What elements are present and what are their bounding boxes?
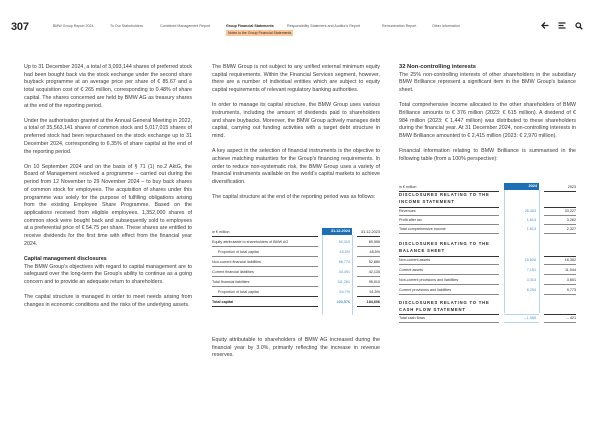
- paragraph-financial-instruments: A key aspect in the selection of financial instruments is the objective to achieve matching maturities for the Group's financing requirements. In order to reduce non-systematic risk, the BMW Group uses a variety of financial instruments available on the world's capital markets to achieve diversification.: [212, 148, 380, 186]
- section-income-statement: DISCLOSURES RELATING TO THE INCOME STATEMENT: [399, 192, 490, 204]
- nav-other-information[interactable]: Other Information: [432, 24, 460, 28]
- column-right: [399, 64, 576, 171]
- paragraph-equity-requirements: The BMW Group is not subject to any unified external minimum equity capital requirements. Within the Financial Services segment, however, there are a number of individual entities which are subject to equity capital requirements of relevant regulatory banking authorities.: [212, 64, 380, 94]
- subnav-notes[interactable]: Notes to the Group Financial Statements: [228, 31, 292, 35]
- col-header-2023: 31.12.2023: [360, 230, 380, 234]
- section-balance-sheet: DISCLOSURES RELATING TO THE BALANCE SHEET: [399, 241, 490, 253]
- paragraph-brilliance-intro: The 25% non-controlling interests of other shareholders in the subsidiary BMW Brilliance represent a significant item in the BMW Group's balance sheet.: [399, 71, 576, 94]
- brilliance-financial-table: 2024 in € million 2023 DISCLOSURES RELATING TO THE INCOME STATEMENT Revenues 26,453 33,227 Profit after tax 1,613 3,262 Total comprehensive income 1,613 2,327 DISCLOSURES RELATING TO THE BALANCE SHEET Non-current assets 15,826 16,352 Current assets 7,151 11,044 Non-current provisions and liabilities 3,314 3,601 Current provisions and liabilities 8,254 9,773 DISCLOSURES RELATING TO THE CASH FLOW STATEMENT Total cash flows – 1,555 – 421: [399, 184, 576, 320]
- nav-combined-management-report[interactable]: Combined Management Report: [160, 24, 211, 28]
- nav-group-financial-statements[interactable]: Group Financial Statements: [226, 24, 274, 28]
- paragraph-equity-increase: Equity attributable to shareholders of BMW AG increased during the financial year by 3.0%, primarily reflecting the increase in revenue reserves.: [212, 337, 380, 359]
- paragraph-capital-instruments: In order to manage its capital structure, the BMW Group uses various instruments, including the amount of dividends paid to shareholders and share buybacks. Moreover, the BMW Group actively manages debt capital, carrying out funding activities with a target debt structure in mind.: [212, 102, 380, 140]
- column-left: [24, 64, 192, 317]
- col-header-2023: 2023: [567, 185, 576, 189]
- paragraph-brilliance-table-intro: Financial information relating to BMW Brilliance is summarised in the following table (from a 100% perspective):: [399, 148, 576, 163]
- heading-non-controlling-interests: 32 Non-controlling interests: [399, 64, 476, 70]
- back-arrow-icon[interactable]: [540, 21, 549, 30]
- nav-remuneration-report[interactable]: Remuneration Report: [382, 24, 417, 28]
- unit-label: in € million: [399, 185, 417, 189]
- paragraph-capital-structure: The capital structure is managed in order to meet needs arising from changes in economic conditions and the risks of the underlying assets.: [24, 294, 192, 308]
- nav-responsibility-statement[interactable]: Responsibility Statement and Auditor's Report: [287, 24, 360, 28]
- column-middle: [212, 64, 380, 210]
- search-icon[interactable]: [574, 21, 583, 30]
- header-icons: [540, 21, 583, 30]
- paragraph-authorisation: Under the authorisation granted at the Annual General Meeting in 2022, a total of 35,563,141 shares of common stock and 5,017,015 shares of preferred stock had been repurchased on the stock exchange up to 31 December 2024, corresponding to 6.35% of share capital at the end of the reporting period.: [24, 117, 192, 155]
- paragraph-buyback-preferred: Up to 31 December 2024, a total of 3,093,144 shares of preferred stock had been bought back via the stock exchange under the second share buyback programme at an average price per share of € 85.67 and a total acquisition cost of € 265 million, corresponding to 0.48% of share capital. The shares concerned are held by BMW AG as treasury shares at the end of the reporting period.: [24, 64, 192, 109]
- nav-bmw-group-report[interactable]: BMW Group Report 2024: [53, 24, 94, 28]
- paragraph-capital-objectives: The BMW Group's objectives with regard to capital management are to safeguard over the long-term the Group's ability to continue as a going concern and to provide an adequate return to shareholders.: [24, 263, 192, 286]
- paragraph-brilliance-income: Total comprehensive income allocated to the other shareholders of BMW Brilliance amounts to € 376 million (2023: € 615 million). A dividend of € 984 million (2023: € 1,447 million) was distributed to these shareholders during the financial year. At 31 December 2024, non-controlling interests in BMW Brilliance amounted to € 2,415 million (2023: € 2,970 million).: [399, 102, 576, 140]
- unit-label: in € million: [212, 230, 230, 234]
- heading-capital-management: Capital management disclosures: [24, 255, 107, 262]
- nav-to-our-stakeholders[interactable]: To Our Stakeholders: [110, 24, 143, 28]
- col-header-2024: 2024: [504, 183, 539, 190]
- col-header-2024: 31.12.2024: [322, 228, 352, 235]
- section-cash-flow: DISCLOSURES RELATING TO THE CASH FLOW STATEMENT: [399, 300, 490, 312]
- page-number: 307: [11, 21, 29, 33]
- capital-structure-table: 31.12.2024 in € million 31.12.2023 Equity attributable to shareholders of BMW AG 92,315 89,596 Proportion of total capital 45.3% 48.5% Non-current financial liabilities 66,770 52,880 Current financial liabilities 44,491 42,130 Total financial liabilities 111,261 95,010 Proportion of total capital 54.7% 51.5% Total capital 203,576 184,606: [212, 229, 380, 304]
- menu-icon[interactable]: [557, 21, 566, 30]
- paragraph-capital-structure-intro: The capital structure at the end of the reporting period was as follows:: [212, 194, 376, 201]
- paragraph-employee-buyback: On 10 September 2024 and on the basis of § 71 (1) no.2 AktG, the Board of Management resolved a programme – carried out during the period from 12 November to 29 November 2024 – to buy back shares of common stock for employees. The acquisition of shares under this programme was solely for the purpose of fulfilling obligations arising from the existing Employee Share Programme. Based on the applications received from eligible employees, 1,352,000 shares of common stock were bought back and subsequently sold to employees at a preferential price of € 54.75 per share. These shares are entitled to receive dividends for the first time with effect from the financial year 2024.: [24, 163, 192, 247]
